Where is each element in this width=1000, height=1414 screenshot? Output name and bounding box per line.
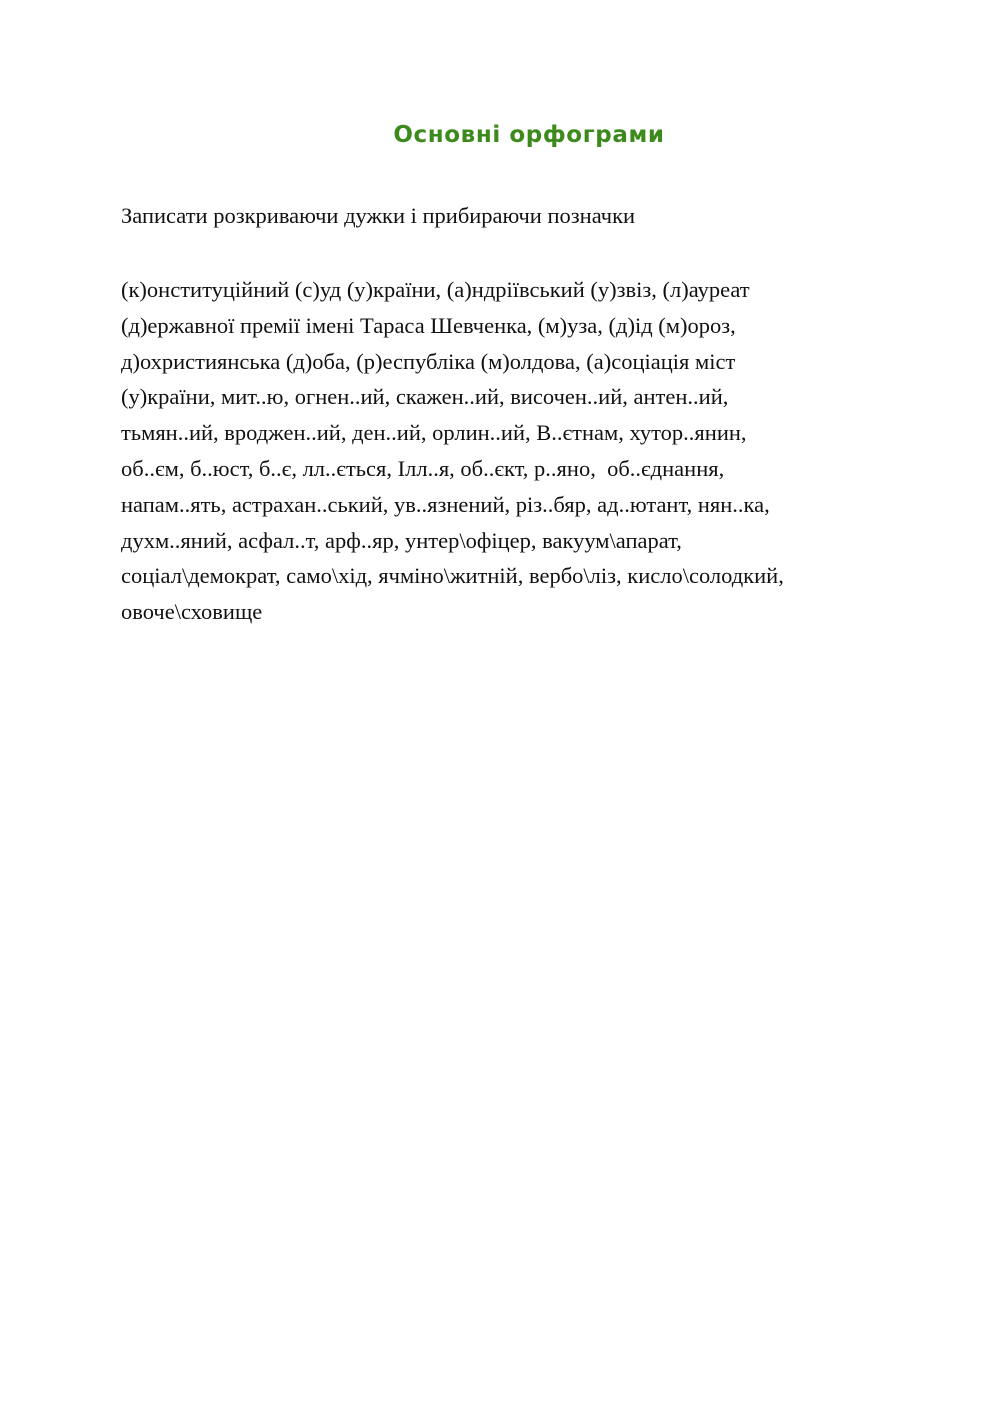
exercise-line: соціал\демократ, само\хід, ячміно\житній, вербо\ліз, кисло\солодкий,	[121, 563, 784, 589]
exercise-line: (к)онституційний (с)уд (у)країни, (а)ндріївський (у)звіз, (л)ауреат	[121, 277, 750, 302]
exercise-line: овоче\сховище	[121, 599, 263, 625]
exercise-line: об..єм, б..юст, б..є, лл..ється, Ілл..я, об..єкт, р..яно, об..єднання,	[121, 455, 725, 481]
page-title: Основні орфограми	[393, 122, 665, 148]
exercise-line: тьмян..ий, вроджен..ий, ден..ий, орлин..ий, В..єтнам, хутор..янин,	[121, 420, 747, 446]
instruction-text: Записати розкриваючи дужки і прибираючи позначки	[121, 203, 636, 228]
exercise-line: (у)країни, мит..ю, огнен..ий, скажен..ий, височен..ий, антен..ий,	[121, 384, 729, 410]
exercise-line: духм..яний, асфал..т, арф..яр, унтер\офіцер, вакуум\апарат,	[121, 527, 682, 553]
exercise-line: напам..ять, астрахан..ський, ув..язнений, різ..бяр, ад..ютант, нян..ка,	[121, 491, 770, 517]
exercise-line: д)охристиянська (д)оба, (р)еспубліка (м)олдова, (а)соціація міст	[121, 348, 736, 374]
exercise-line: (д)ержавної премії імені Тараса Шевченка, (м)уза, (д)ід (м)ороз,	[121, 312, 736, 338]
exercise-text	[121, 272, 941, 630]
